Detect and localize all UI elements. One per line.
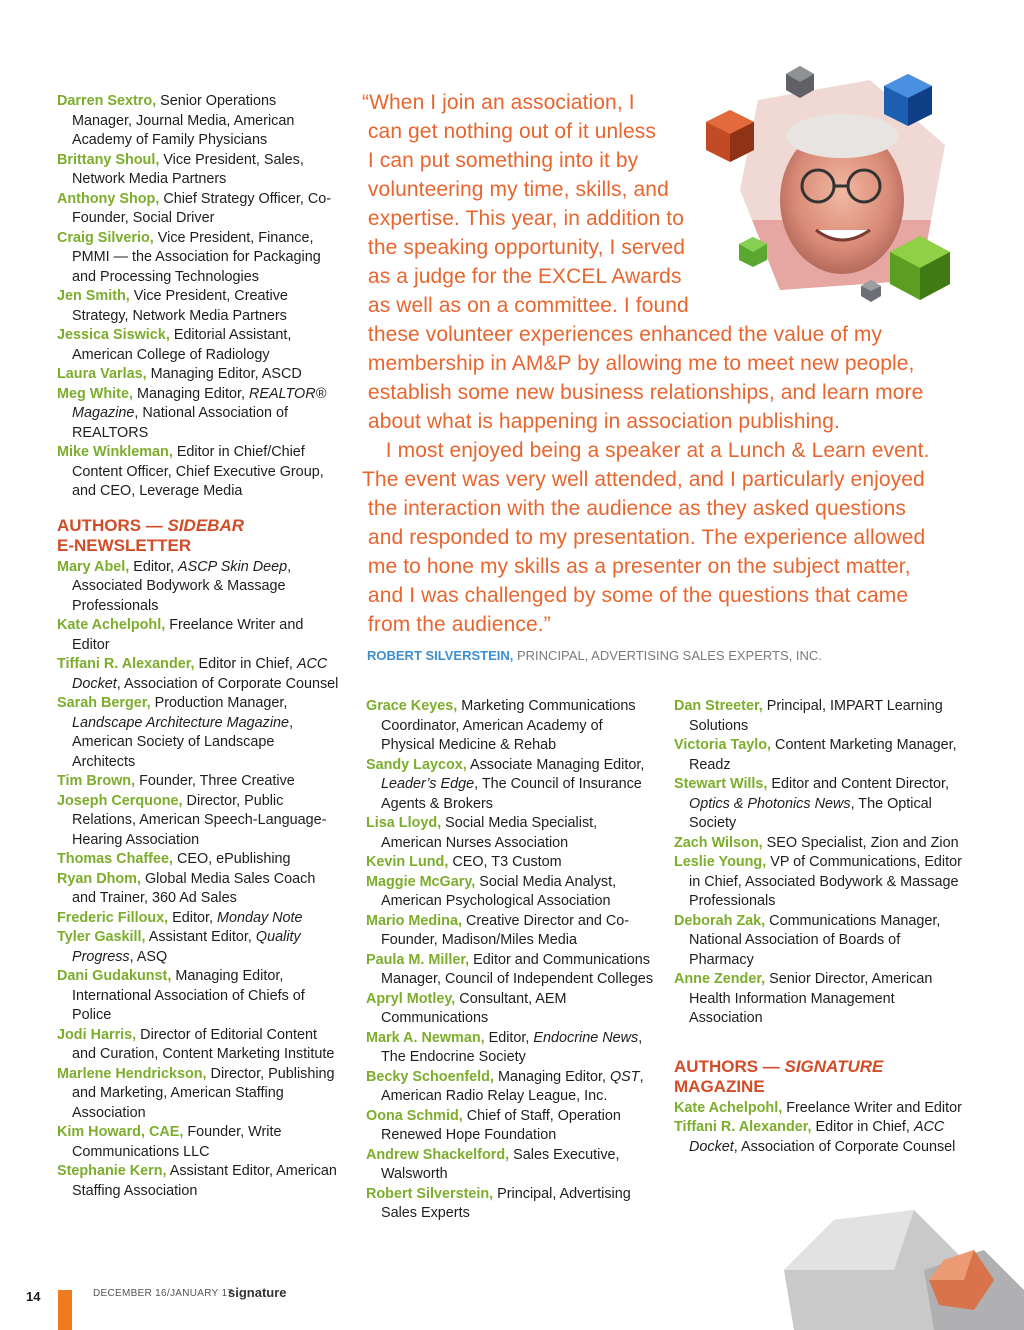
contributor-name: Craig Silverio, [57,229,154,246]
contributor-role: Editor and Communications Manager, Council of Independent Colleges [381,951,654,987]
publication-title: Landscape Architecture Magazine [72,714,290,731]
contributor-name: Zach Wilson, [674,834,763,851]
contributor-name: Tiffani R. Alexander, [57,656,195,672]
contributor-role: Social Media Analyst, American Psychological Association [381,873,617,909]
contributor-organization: , The Endocrine Society [381,1029,643,1065]
contributor-role: Editor in Chief, [811,1119,914,1135]
contributor-role: SEO Specialist, Zion and Zion [762,834,959,851]
quote-line: as well as on a committee. I found [362,294,689,317]
contributor-role: Senior Operations Manager, Journal Media, American Academy of Family Physicians [72,93,295,148]
page-footer [0,1280,400,1320]
contributor-name: Mary Abel, [57,558,130,575]
contributor-name: Maggie McGary, [366,873,476,890]
cube-icon [780,62,820,102]
contributor-role: Editor and Content Director, [767,776,950,792]
quote-line: as a judge for the EXCEL Awards [362,265,682,288]
contributor-entry [366,697,656,756]
contributor-name: Jodi Harris, [57,1026,137,1043]
contributor-entry [674,736,964,775]
contributor-role: Content Marketing Manager, Readz [689,737,957,773]
contributor-entry [366,1068,656,1107]
quote-attribution [367,648,822,663]
contributor-entry [366,1107,656,1146]
contributor-role: Editor in Chief/Chief Content Officer, Chief Executive Group, and CEO, Leverage Media [72,444,324,499]
contributor-entry [366,1029,656,1068]
contributor-entry [57,850,339,870]
contributor-entry [366,873,656,912]
contributor-role: Communications Manager, National Association of Boards of Pharmacy [689,912,941,968]
issue-date: DECEMBER 16/JANUARY 17 [93,1288,234,1299]
contributor-name: Lisa Lloyd, [366,815,442,831]
quote-line: me to hone my skills as a presenter on the subject matter, [362,555,911,578]
contributor-name: Tim Brown, [57,773,136,789]
quote-line: I can put something into it by [362,149,639,172]
contributor-entry [366,814,656,853]
quote-line: about what is happening in association publishing. [362,410,840,433]
contributor-role: Vice President, Creative Strategy, Network Media Partners [72,288,288,324]
contributor-name: Kevin Lund, [366,854,449,870]
contributor-name: Paula M. Miller, [366,951,470,968]
quote-line: these volunteer experiences enhanced the value of my [362,323,883,346]
contributor-role: Chief of Staff, Operation Renewed Hope Foundation [381,1107,621,1143]
right-column [674,697,964,1157]
cube-icon [884,232,956,304]
quote-line: the speaking opportunity, I served [362,236,685,259]
contributor-entry [674,1118,964,1157]
contributor-entry [57,1162,339,1201]
quote-line: volunteering my time, skills, and [362,178,669,201]
contributor-role: Marketing Communications Coordinator, American Academy of Physical Medicine & Rehab [381,698,636,753]
quote-line: from the audience.” [362,613,551,636]
contributor-name: Dani Gudakunst, [57,968,172,984]
contributor-organization: , National Association of REALTORS [72,405,288,441]
hexagon-decoration-icon [774,1210,1024,1330]
contributor-name: Jen Smith, [57,288,130,304]
quote-line: I most enjoyed being a speaker at a Lunch & Learn event. [362,439,930,462]
contributor-name: Tiffani R. Alexander, [674,1119,812,1135]
contributor-organization: , American Radio Relay League, Inc. [381,1068,644,1104]
contributor-organization: , Association of Corporate Counsel [116,675,339,692]
contributor-entry [57,151,339,190]
quote-line: “When I join an association, I [362,91,635,114]
publication-title: Optics & Photonics News [689,795,851,812]
contributor-entry [674,912,964,971]
quote-line: establish some new business relationships, and learn more [362,381,924,404]
cube-icon [735,234,771,270]
contributor-entry [57,558,339,617]
cube-icon [878,70,938,130]
cube-icon [858,278,884,304]
contributor-role: Senior Director, American Health Information Management Association [689,971,933,1026]
contributor-role: Managing Editor, [132,385,249,402]
publication-title: Endocrine News [533,1029,639,1046]
contributor-role: Creative Director and Co-Founder, Madison/Miles Media [381,912,630,948]
contributor-role: Chief Strategy Officer, Co-Founder, Social Driver [72,190,332,226]
contributor-name: Dan Streeter, [674,698,763,714]
contributor-name: Andrew Shackelford, [366,1146,510,1163]
contributor-name: Sarah Berger, [57,695,151,711]
contributor-entry [366,990,656,1029]
contributor-name: Robert Silverstein, [366,1185,494,1202]
contributor-entry [57,1065,339,1124]
contributor-role: CEO, ePublishing [172,851,291,867]
contributor-entry [366,951,656,990]
contributor-organization: , The Optical Society [689,795,932,831]
contributor-name: Thomas Chaffee, [57,851,173,867]
quote-line: the interaction with the audience as they asked questions [362,497,906,520]
contributor-name: Jessica Siswick, [57,327,170,343]
contributor-role: Editor in Chief, [194,656,297,672]
contributor-name: Ryan Dhom, [57,870,141,887]
publication-title: REALTOR® Magazine [72,385,327,421]
contributor-entry [57,443,339,502]
contributor-entry [57,928,339,967]
quote-line: can get nothing out of it unless [362,120,656,143]
contributor-name: Kate Achelpohl, [674,1099,783,1116]
contributor-name: Anne Zender, [674,971,766,987]
contributor-entry [674,775,964,834]
contributor-role: Freelance Writer and Editor [72,617,304,653]
publication-title: Monday Note [216,909,303,926]
contributor-role: Director, Publishing and Marketing, American Staffing Association [72,1065,335,1121]
quote-line: The event was very well attended, and I particularly enjoyed [362,468,925,491]
contributor-name: Apryl Motley, [366,990,456,1007]
contributor-role: Editor, [129,558,179,575]
contributor-entry [57,694,339,772]
quote-line: and I was challenged by some of the questions that came [362,584,909,607]
contributor-entry [57,229,339,288]
contributor-role: Freelance Writer and Editor [782,1099,962,1116]
contributor-entry [57,287,339,326]
contributor-role: Vice President, Sales, Network Media Partners [72,151,304,187]
contributor-name: Sandy Laycox, [366,756,467,773]
contributor-entry [57,655,339,694]
contributor-role: Principal, Advertising Sales Experts [381,1185,631,1221]
contributor-name: Mark A. Newman, [366,1029,485,1046]
footer-accent-bar [58,1290,72,1330]
cube-icon [700,106,760,166]
contributor-entry [57,616,339,655]
contributor-name: Grace Keyes, [366,698,458,714]
contributor-entry [674,834,964,854]
contributor-role: Consultant, AEM Communications [381,990,567,1026]
contributor-entry [57,92,339,151]
contributor-name: Becky Schoenfeld, [366,1068,494,1085]
contributor-role: Managing Editor, International Association of Chiefs of Police [72,968,305,1023]
contributor-name: Deborah Zak, [674,912,766,929]
contributor-entry [57,870,339,909]
contributor-organization: , Associated Bodywork & Massage Professionals [72,558,292,614]
contributor-entry [674,970,964,1029]
contributor-name: Frederic Filloux, [57,909,169,926]
contributor-name: Meg White, [57,385,133,402]
contributor-role: Director, Public Relations, American Speech-Language-Hearing Association [72,792,327,848]
contributor-organization: , Association of Corporate Counsel [733,1138,956,1155]
publication-title: Quality Progress [72,929,301,965]
contributor-role: Founder, Three Creative [135,773,295,789]
contributor-organization: , ASQ [129,948,168,965]
publication-title: QST [609,1068,640,1085]
contributor-entry [57,792,339,851]
contributor-role: Editorial Assistant, American College of Radiology [72,327,292,363]
contributor-name: Anthony Shop, [57,190,160,207]
contributor-role: Sales Executive, Walsworth [381,1146,620,1182]
publication-title: ASCP Skin Deep [178,558,288,575]
contributor-entry [57,1026,339,1065]
contributor-name: Laura Varlas, [57,366,147,382]
middle-column [366,697,656,1224]
contributor-role: Managing Editor, ASCD [146,366,302,382]
contributor-entry [366,853,656,873]
contributor-role: Production Manager, [150,695,288,711]
contributor-entry [674,697,964,736]
contributor-entry [57,967,339,1026]
attribution-name: ROBERT SILVERSTEIN, [367,648,514,663]
contributor-entry [366,756,656,815]
contributor-name: Kim Howard, CAE, [57,1124,184,1140]
contributor-name: Joseph Cerquone, [57,792,183,809]
contributor-role: Founder, Write Communications LLC [72,1124,282,1160]
quote-line: expertise. This year, in addition to [362,207,684,230]
contributor-entry [57,190,339,229]
contributor-name: Victoria Taylo, [674,737,772,753]
contributor-name: Darren Sextro, [57,93,157,109]
contributor-entry [366,1185,656,1224]
contributor-role: Global Media Sales Coach and Trainer, 360 Ad Sales [72,870,316,906]
contributor-name: Oona Schmid, [366,1107,463,1124]
contributor-entry [674,1099,964,1119]
contributor-entry [57,772,339,792]
contributor-list-right [674,697,964,1029]
contributor-name: Kate Achelpohl, [57,617,166,633]
contributor-role: Managing Editor, [493,1068,610,1085]
contributor-role: CEO, T3 Custom [448,854,562,870]
publication-title: Leader’s Edge [381,776,475,792]
contributor-name: Mike Winkleman, [57,444,173,460]
contributor-entry [57,365,339,385]
contributor-name: Tyler Gaskill, [57,929,146,945]
contributor-role: Editor, [484,1029,534,1046]
contributor-entry [57,385,339,444]
contributor-entry [57,909,339,929]
contributor-entry [57,1123,339,1162]
contributor-role: VP of Communications, Editor in Chief, Associated Bodywork & Massage Professionals [689,854,962,909]
left-column [57,92,339,1201]
contributor-organization: , American Society of Landscape Architects [72,714,294,770]
contributor-list-sidebar [57,558,339,1202]
page-number: 14 [26,1289,41,1304]
section-heading-sidebar: AUTHORS — SIDEBAR E-NEWSLETTER [57,515,245,555]
contributor-role: Director of Editorial Content and Curation, Content Marketing Institute [72,1026,335,1062]
contributor-role: Editor, [168,909,217,926]
contributor-name: Mario Medina, [366,912,462,929]
magazine-name: signature [228,1285,287,1300]
contributor-role: Vice President, Finance, PMMI — the Association for Packaging and Processing Technologies [72,229,321,285]
publication-title: ACC Docket [689,1119,945,1155]
contributor-name: Leslie Young, [674,854,767,870]
contributor-entry [366,912,656,951]
contributor-role: Assistant Editor, [145,929,256,945]
section-heading-signature: AUTHORS — SIGNATURE MAGAZINE [674,1056,884,1096]
contributor-name: Marlene Hendrickson, [57,1065,207,1082]
quote-line: and responded to my presentation. The experience allowed [362,526,926,549]
contributor-list-signature [674,1099,964,1158]
contributor-name: Stewart Wills, [674,776,768,792]
contributor-entry [57,326,339,365]
contributor-name: Stephanie Kern, [57,1163,167,1179]
contributor-role: Social Media Specialist, American Nurses Association [381,815,598,851]
contributor-role: Associate Managing Editor, [466,756,645,773]
contributor-organization: , The Council of Insurance Agents & Brokers [381,776,642,812]
contributor-list-top [57,92,339,502]
contributor-entry [366,1146,656,1185]
contributor-entry [674,853,964,912]
contributor-name: Brittany Shoul, [57,151,160,168]
publication-title: ACC Docket [72,656,328,692]
contributor-role: Principal, IMPART Learning Solutions [689,698,943,734]
contributor-list-middle [366,697,656,1224]
contributor-role: Assistant Editor, American Staffing Association [72,1163,337,1199]
quote-line: membership in AM&P by allowing me to meet new people, [362,352,915,375]
attribution-title: PRINCIPAL, ADVERTISING SALES EXPERTS, INC. [513,648,822,663]
